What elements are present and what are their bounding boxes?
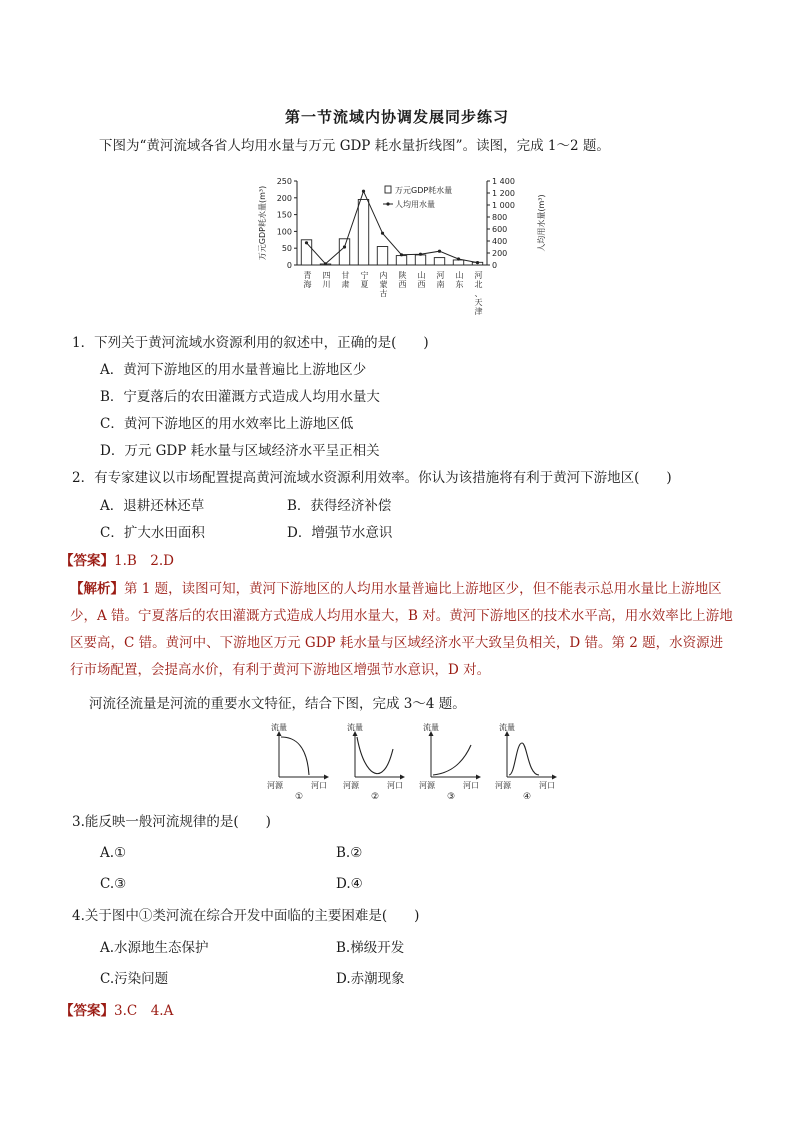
q3-option-d[interactable]: D.④ bbox=[336, 876, 363, 892]
left-tick-label: 150 bbox=[276, 210, 292, 220]
intro-paragraph-1: 下图为“黄河流域各省人均用水量与万元 GDP 耗水量折线图”。读图，完成 1～2 题。 bbox=[99, 138, 610, 154]
q3-option-c[interactable]: C.③ bbox=[100, 876, 127, 892]
right-tick-label: 0 bbox=[492, 261, 498, 270]
answer-block-1 bbox=[60, 549, 174, 573]
q3-option-a[interactable]: A.① bbox=[100, 845, 127, 861]
q3-option-b[interactable]: B.② bbox=[336, 845, 363, 861]
per-capita-point bbox=[400, 253, 403, 256]
q1-option-c[interactable]: C．黄河下游地区的用水效率比上游地区低 bbox=[100, 416, 354, 432]
per-capita-point bbox=[457, 257, 460, 260]
curve-panel bbox=[495, 722, 557, 802]
discharge-curves-figure bbox=[263, 719, 555, 802]
answer-tag: 【答案】 bbox=[60, 1003, 114, 1019]
chart-legend bbox=[383, 185, 452, 209]
bar-gdp-water bbox=[339, 239, 349, 265]
per-capita-polyline bbox=[307, 191, 478, 264]
q2-option-a[interactable]: A．退耕还林还草 bbox=[100, 498, 205, 514]
curve-xlabel-start: 河源 bbox=[419, 781, 435, 790]
category-label: 青海 bbox=[303, 271, 312, 289]
bar-gdp-water bbox=[358, 199, 368, 265]
legend-label-percapita: 人均用水量 bbox=[395, 200, 435, 209]
left-tick-label: 200 bbox=[276, 193, 292, 203]
page-title: 第一节流域内协调发展同步练习 bbox=[284, 108, 509, 126]
right-arrow-icon bbox=[552, 775, 557, 780]
curve-xlabel-end: 河口 bbox=[463, 781, 479, 790]
per-capita-point bbox=[438, 250, 441, 253]
analysis-block bbox=[70, 576, 736, 684]
q4-option-b[interactable]: B.梯级开发 bbox=[336, 940, 405, 956]
bar-gdp-water bbox=[396, 256, 406, 265]
curve-ylabel: 流量 bbox=[499, 723, 515, 732]
curve-panel bbox=[267, 722, 329, 802]
curve-group bbox=[357, 737, 393, 774]
q4-option-a[interactable]: A.水源地生态保护 bbox=[100, 940, 209, 956]
left-tick-label: 0 bbox=[286, 261, 292, 270]
chart-labels bbox=[257, 177, 546, 316]
q4-option-d[interactable]: D.赤潮现象 bbox=[336, 971, 405, 987]
intro-paragraph-2: 河流径流量是河流的重要水文特征，结合下图，完成 3～4 题。 bbox=[89, 696, 466, 712]
category-label: 宁夏 bbox=[360, 271, 369, 289]
q2-option-d[interactable]: D．增强节水意识 bbox=[287, 525, 393, 541]
legend-point-swatch bbox=[386, 202, 389, 205]
right-tick-label: 200 bbox=[492, 249, 508, 258]
category-label: 陕西 bbox=[398, 271, 407, 289]
right-tick-label: 1 400 bbox=[492, 177, 515, 186]
per-capita-point bbox=[476, 261, 479, 264]
curve-ylabel: 流量 bbox=[347, 723, 363, 732]
analysis-text: 第 1 题，读图可知，黄河下游地区的人均用水量普遍比上游地区少，但不能表示总用水量比上游地区少，A 错。宁夏落后的农田灌溉方式造成人均用水量大，B 对。黄河下游地区的技术水平高，用水效率比上游地区要高，C 错。黄河中、下游地区万元 GDP 耗水量与区域经济水平大致呈负相关，D 错。第 2 题，水资源进行市场配置，会提高水价，有利于黄河下游地区增强节水意识，D 对。 bbox=[70, 581, 733, 678]
q2-option-c[interactable]: C．扩大水田面积 bbox=[100, 525, 205, 541]
category-label: 内蒙古 bbox=[379, 271, 388, 298]
curve-panel-label: ③ bbox=[446, 792, 456, 802]
right-arrow-icon bbox=[400, 775, 405, 780]
curve-panel-label: ④ bbox=[522, 792, 532, 802]
discharge-curve bbox=[509, 743, 539, 775]
curve-xlabel-start: 河源 bbox=[495, 781, 511, 790]
category-label: 甘肃 bbox=[341, 271, 350, 289]
curve-ylabel: 流量 bbox=[423, 723, 439, 732]
answer-text: 1.B 2.D bbox=[114, 553, 175, 569]
left-tick-label: 100 bbox=[276, 227, 292, 237]
per-capita-point bbox=[343, 245, 346, 248]
q4-stem: 4.关于图中①类河流在综合开发中面临的主要困难是( ) bbox=[72, 908, 420, 924]
curve-xlabel-end: 河口 bbox=[311, 781, 327, 790]
curve-group bbox=[281, 737, 309, 775]
answer-text: 3.C 4.A bbox=[114, 1003, 174, 1019]
water-use-chart bbox=[255, 172, 555, 322]
right-tick-label: 1 200 bbox=[492, 189, 515, 198]
bar-gdp-water bbox=[415, 255, 425, 265]
category-label: 山东 bbox=[455, 271, 464, 289]
analysis-tag: 【解析】 bbox=[70, 581, 124, 597]
q2-stem: 2．有专家建议以市场配置提高黄河流域水资源利用效率。你认为该措施将有利于黄河下游地区( ) bbox=[72, 470, 672, 486]
curve-group bbox=[509, 743, 539, 775]
bar-gdp-water bbox=[453, 260, 463, 265]
right-tick-label: 1 000 bbox=[492, 201, 515, 210]
q1-option-b[interactable]: B．宁夏落后的农田灌溉方式造成人均用水量大 bbox=[100, 389, 380, 405]
curve-panel bbox=[419, 722, 481, 802]
q2-option-b[interactable]: B．获得经济补偿 bbox=[287, 498, 392, 514]
per-capita-point bbox=[362, 190, 365, 193]
right-arrow-icon bbox=[324, 775, 329, 780]
curve-panel bbox=[343, 722, 405, 802]
legend-bar-swatch bbox=[385, 186, 391, 193]
left-axis-title: 万元GDP耗水量(m³) bbox=[258, 185, 267, 261]
per-capita-line bbox=[305, 190, 479, 266]
left-tick-label: 250 bbox=[276, 177, 292, 186]
q1-option-a[interactable]: A．黄河下游地区的用水量普遍比上游地区少 bbox=[100, 362, 367, 378]
curve-group bbox=[433, 745, 471, 775]
discharge-curve bbox=[357, 737, 393, 774]
curve-xlabel-start: 河源 bbox=[267, 781, 283, 790]
chart-axes bbox=[294, 181, 490, 265]
curve-xlabel-end: 河口 bbox=[387, 781, 403, 790]
right-axis-title: 人均用水量(m³) bbox=[537, 194, 546, 252]
curve-xlabel-start: 河源 bbox=[343, 781, 359, 790]
right-tick-label: 800 bbox=[492, 213, 508, 222]
per-capita-point bbox=[419, 253, 422, 256]
per-capita-point bbox=[305, 241, 308, 244]
category-label: 山西 bbox=[417, 271, 426, 289]
left-tick-label: 50 bbox=[281, 244, 292, 254]
discharge-curve bbox=[281, 737, 309, 775]
legend-label-gdp: 万元GDP耗水量 bbox=[395, 186, 453, 195]
curve-panel-label: ① bbox=[294, 792, 304, 802]
per-capita-point bbox=[381, 232, 384, 235]
right-arrow-icon bbox=[476, 775, 481, 780]
right-tick-label: 600 bbox=[492, 225, 508, 234]
curve-panel-label: ② bbox=[370, 792, 380, 802]
answer-block-2 bbox=[60, 999, 173, 1023]
right-tick-label: 400 bbox=[492, 237, 508, 246]
q4-option-c[interactable]: C.污染问题 bbox=[100, 971, 169, 987]
answer-tag: 【答案】 bbox=[60, 553, 114, 569]
q1-stem: 1．下列关于黄河流域水资源利用的叙述中，正确的是( ) bbox=[72, 335, 429, 351]
category-label: 河南 bbox=[436, 271, 445, 289]
per-capita-point bbox=[324, 262, 327, 265]
gdp-water-bars bbox=[301, 199, 482, 265]
discharge-curve bbox=[433, 745, 471, 775]
q1-option-d[interactable]: D．万元 GDP 耗水量与区域经济水平呈正相关 bbox=[100, 443, 380, 459]
category-label: 四川 bbox=[322, 271, 331, 289]
curve-xlabel-end: 河口 bbox=[539, 781, 555, 790]
bar-gdp-water bbox=[434, 258, 444, 265]
bar-gdp-water bbox=[377, 247, 387, 265]
category-label: 河北、天津 bbox=[474, 271, 483, 316]
q3-stem: 3.能反映一般河流规律的是( ) bbox=[72, 814, 271, 830]
curve-ylabel: 流量 bbox=[271, 723, 287, 732]
